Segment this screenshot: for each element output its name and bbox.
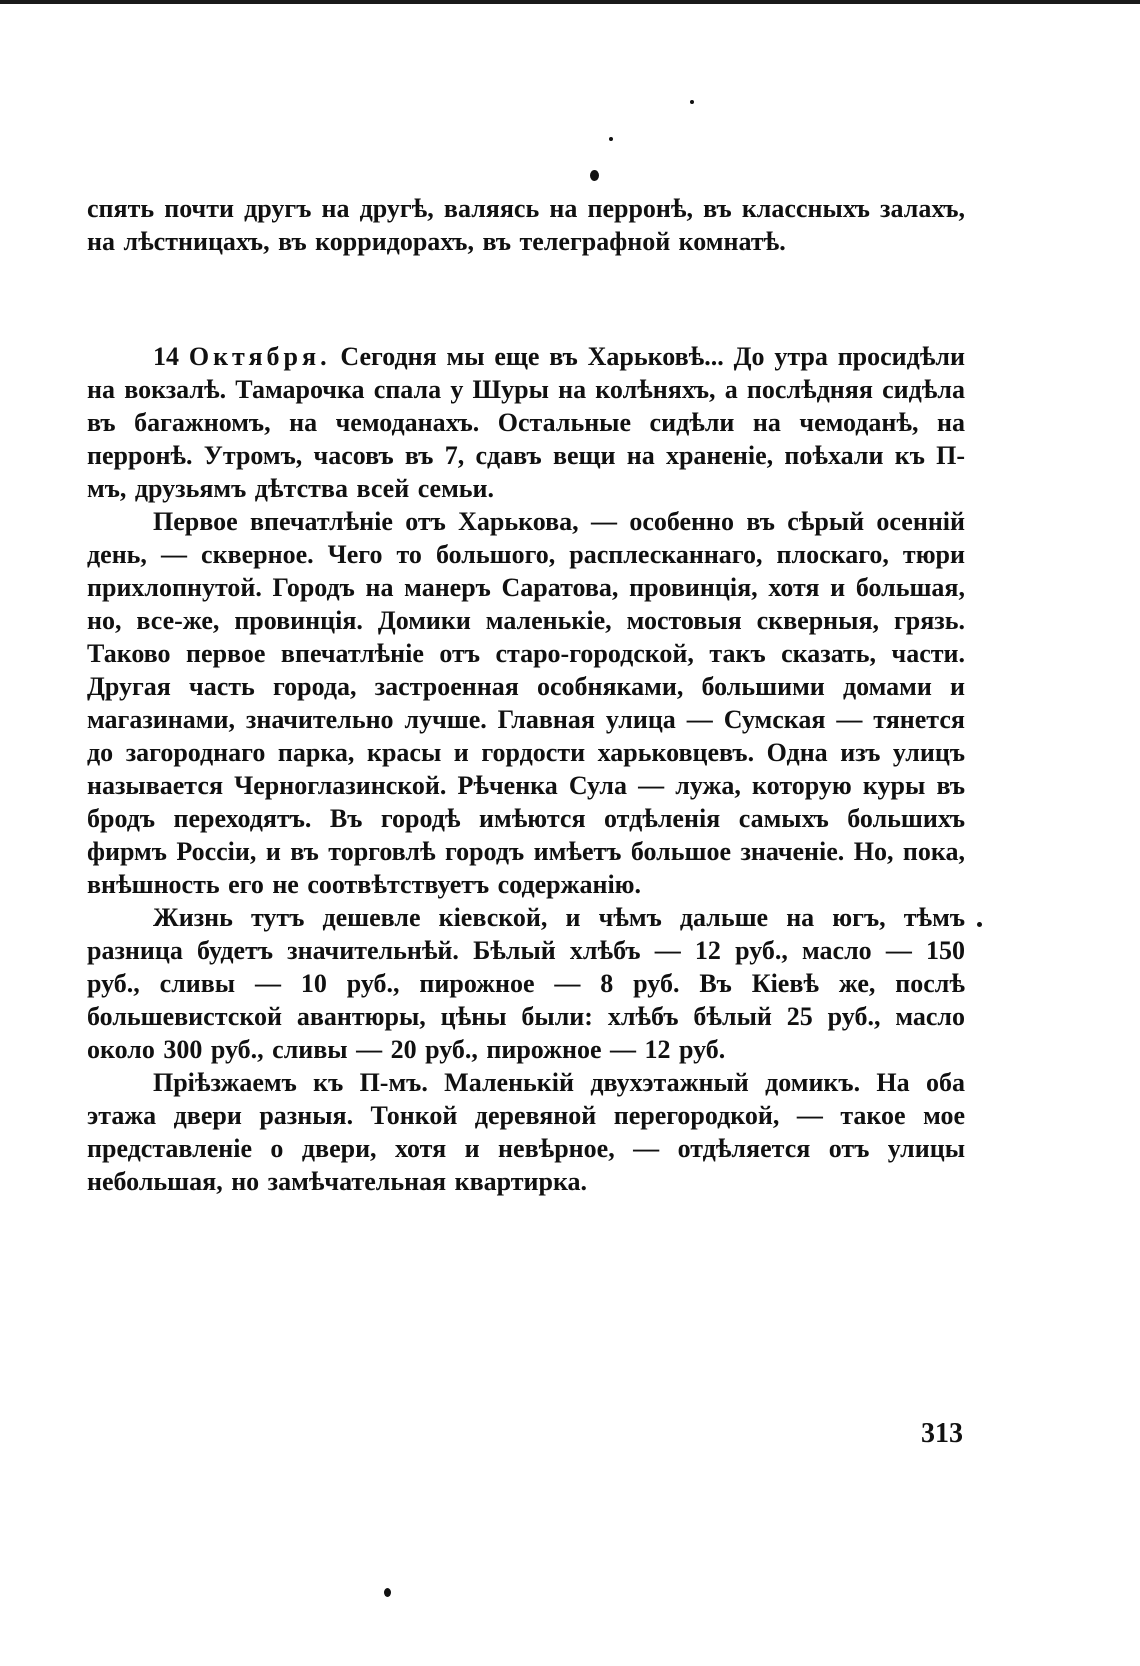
text-block (87, 192, 965, 1198)
entry-date-month: Октября. (188, 342, 331, 371)
page-number: 313 (921, 1418, 963, 1449)
scan-speck (977, 922, 982, 927)
top-border-rule (0, 0, 1140, 4)
entry-first-text: Сегодня мы еще въ Харьковѣ... До утра просидѣли на вокзалѣ. Тамарочка спала у Шуры на колѣняхъ, а послѣдняя сидѣла въ багажномъ, на чемоданахъ. Остальные сидѣли на чемоданѣ, на перронѣ. Утромъ, часовъ въ 7, сдавъ вещи на храненіе, поѣхали къ П-мъ, друзьямъ дѣтства всей семьи. (87, 342, 965, 503)
scan-speck (690, 100, 694, 104)
entry-date-number: 14 (153, 342, 179, 371)
body-paragraph: Жизнь тутъ дешевле кіевской, и чѣмъ дальше на югъ, тѣмъ разница будетъ значительнѣй. Бѣлый хлѣбъ — 12 руб., масло — 150 руб., сливы — 10 руб., пирожное — 8 руб. Въ Кіевѣ же, послѣ большевистской авантюры, цѣны были: хлѣбъ бѣлый 25 руб., масло около 300 руб., сливы — 20 руб., пирожное — 12 руб. (87, 903, 965, 1064)
continuation-paragraph: спять почти другъ на другѣ, валяясь на перронѣ, въ классныхъ залахъ, на лѣстницахъ, въ корридорахъ, въ телеграфной комнатѣ. (87, 194, 965, 256)
body-paragraph: Первое впечатлѣніе отъ Харькова, — особенно въ сѣрый осенній день, — скверное. Чего то большого, расплесканнаго, плоскаго, тюри прихлопнутой. Городъ на манеръ Саратова, провинція, хотя и большая, но, все-же, провинція. Домики маленькіе, мостовыя скверныя, грязь. Таково первое впечатлѣніе отъ старо-городской, такъ сказать, части. Другая часть города, застроенная особняками, большими домами и магазинами, значительно лучше. Главная улица — Сумская — тянется до загороднаго парка, красы и гордости харьковцевъ. Одна изъ улицъ называется Черноглазинской. Рѣченка Сула — лужа, которую куры въ бродъ переходятъ. Въ городѣ имѣются отдѣленія самыхъ большихъ фирмъ Россіи, и въ торговлѣ городъ имѣетъ большое значеніе. Но, пока, внѣшность его не соотвѣтствуетъ содержанію. (87, 507, 965, 899)
scan-speck (384, 1588, 391, 1597)
scan-speck (609, 137, 613, 141)
section-gap (87, 258, 965, 340)
body-paragraph: Пріѣзжаемъ къ П-мъ. Маленькій двухэтажный домикъ. На оба этажа двери разныя. Тонкой деревяной перегородкой, — такое мое представленіе о двери, хотя и невѣрное, — отдѣляется отъ улицы небольшая, но замѣчательная квартирка. (87, 1068, 965, 1196)
diary-entry-paragraph (87, 340, 965, 505)
scan-speck (590, 170, 599, 181)
